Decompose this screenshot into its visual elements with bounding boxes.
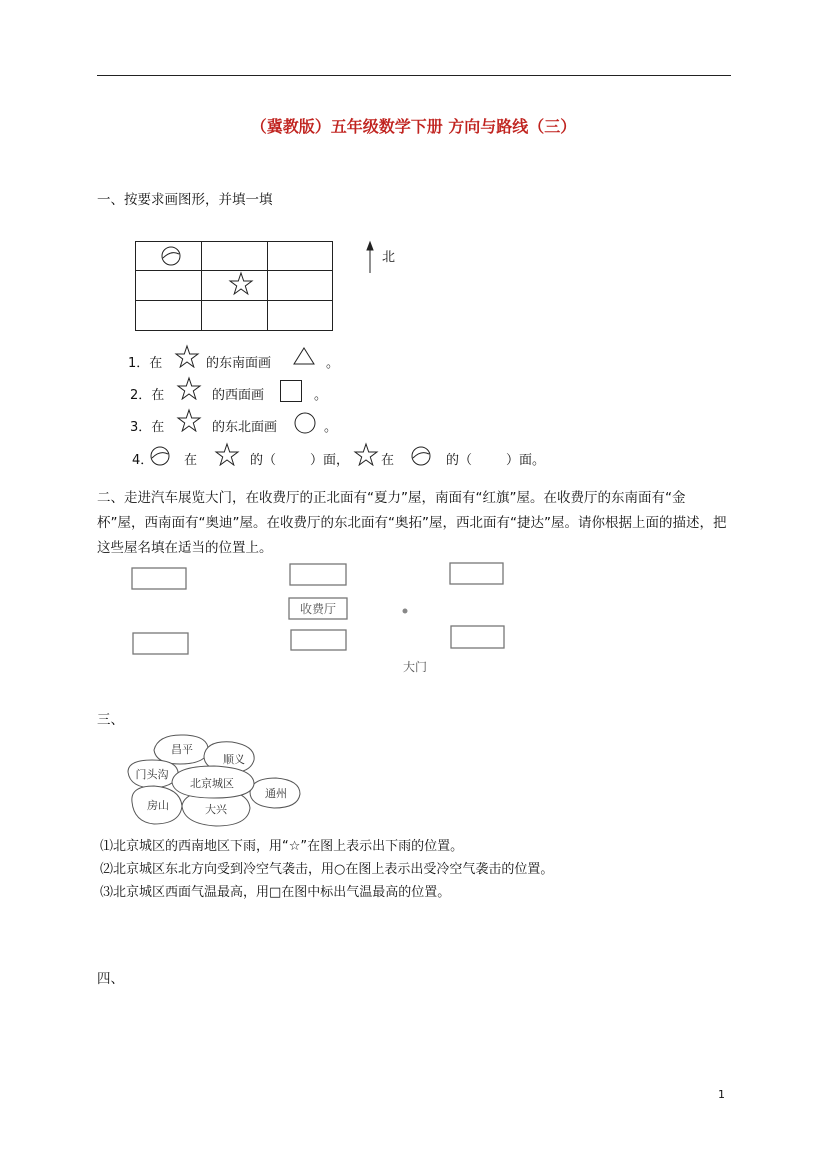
star-icon bbox=[353, 442, 379, 466]
star-icon bbox=[174, 344, 200, 368]
answer-box-n bbox=[290, 564, 346, 585]
item1-end: 。 bbox=[326, 356, 340, 371]
item4-text-c: ）面， bbox=[310, 453, 350, 468]
star-icon bbox=[176, 376, 202, 400]
district-label: 房山 bbox=[147, 799, 169, 812]
section4-heading: 四、 bbox=[97, 971, 124, 987]
section3-question-3: ⑶北京城区西面气温最高，用□在图中标出气温最高的位置。 bbox=[100, 885, 451, 900]
star-icon bbox=[230, 273, 252, 294]
page-number: 1 bbox=[718, 1088, 725, 1101]
district-label: 大兴 bbox=[205, 803, 227, 816]
district-label: 通州 bbox=[265, 787, 287, 800]
ball-icon bbox=[409, 444, 433, 468]
item4-text-d: 在 bbox=[381, 453, 395, 468]
page-title: （冀教版）五年级数学下册 方向与路线（三） bbox=[250, 117, 577, 136]
district-label: 昌平 bbox=[171, 743, 193, 756]
beijing-map bbox=[124, 730, 309, 830]
item4-text-f: ）面。 bbox=[506, 453, 546, 468]
item4-text-e: 的（ bbox=[446, 453, 473, 468]
item2-text: 的西面画 bbox=[212, 388, 265, 403]
toll-booth-label: 收费厅 bbox=[299, 602, 337, 616]
booth-figure bbox=[125, 556, 525, 680]
circle-icon bbox=[292, 410, 318, 436]
star-icon bbox=[176, 408, 202, 432]
section3-heading: 三、 bbox=[97, 712, 124, 728]
item1-number: 1．在 bbox=[128, 356, 163, 371]
item1-text: 的东南面画 bbox=[206, 356, 272, 371]
item4-text-a: 在 bbox=[184, 453, 198, 468]
triangle-icon bbox=[292, 346, 316, 366]
item2-number: 2．在 bbox=[130, 388, 165, 403]
gate-label: 大门 bbox=[402, 660, 428, 674]
item4-text-b: 的（ bbox=[250, 453, 277, 468]
item3-text: 的东北面画 bbox=[212, 420, 278, 435]
item3-end: 。 bbox=[324, 420, 338, 435]
district-label: 门头沟 bbox=[135, 768, 169, 781]
answer-box-ne bbox=[450, 563, 503, 584]
grid-figure bbox=[130, 236, 420, 336]
item3-number: 3．在 bbox=[130, 420, 165, 435]
section3-question-2: ⑵北京城区东北方向受到冷空气袭击，用○在图上表示出受冷空气袭击的位置。 bbox=[100, 862, 554, 877]
square-icon bbox=[278, 378, 304, 404]
center-dot bbox=[403, 609, 408, 614]
item2-end: 。 bbox=[314, 388, 328, 403]
answer-box-se bbox=[451, 626, 504, 648]
district-label: 顺义 bbox=[223, 753, 245, 766]
answer-box-nw bbox=[132, 568, 186, 589]
ball-icon bbox=[162, 247, 180, 265]
section1-heading: 一、按要求画图形，并填一填 bbox=[97, 192, 273, 208]
grid-table bbox=[136, 242, 333, 331]
ball-icon bbox=[148, 444, 172, 468]
north-label: 北 bbox=[382, 250, 396, 265]
answer-box-sw bbox=[133, 633, 188, 654]
header-rule bbox=[97, 75, 731, 76]
item4-number: 4． bbox=[132, 453, 154, 468]
north-arrow-icon bbox=[367, 242, 373, 273]
district-label: 北京城区 bbox=[190, 777, 234, 790]
section2-paragraph: 二、走进汽车展览大门，在收费厅的正北面有“夏力”屋，南面有“红旗”屋。在收费厅的东南面有“金杯”屋，西南面有“奥迪”屋。在收费厅的东北面有“奥拓”屋，西北面有“捷达”屋。请你根据上面的描述，把这些屋名填在适当的位置上。 bbox=[97, 490, 727, 556]
answer-box-s bbox=[291, 630, 346, 650]
star-icon bbox=[214, 442, 240, 466]
section3-question-1: ⑴北京城区的西南地区下雨，用“☆”在图上表示出下雨的位置。 bbox=[100, 839, 464, 854]
